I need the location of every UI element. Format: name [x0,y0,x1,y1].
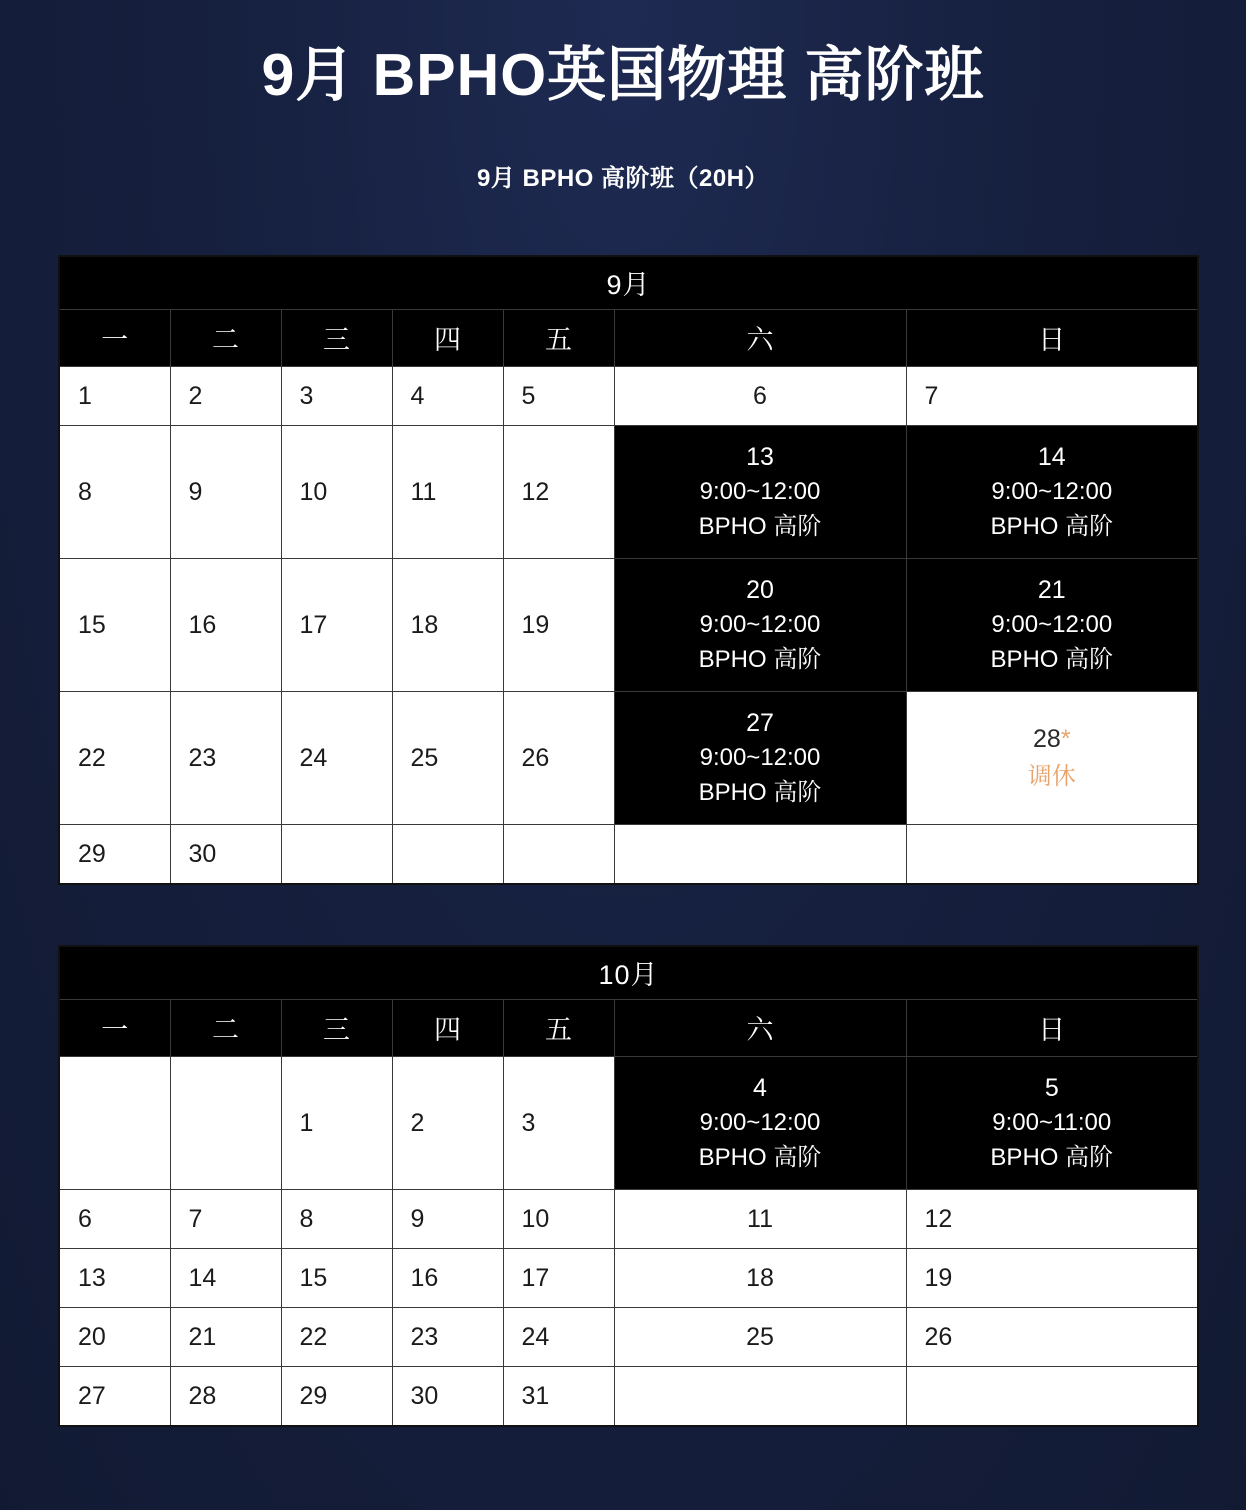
page-subtitle: 9月 BPHO 高阶班（20H） [476,164,770,192]
day-cell [503,1056,614,1189]
holiday-note: 调休 [1027,762,1076,790]
day-cell [392,691,503,824]
day-cell [392,1366,503,1426]
day-cell [281,366,392,425]
day-number: 6 [78,1204,92,1233]
day-number: 21 [1037,575,1066,604]
day-number: 18 [746,1263,774,1292]
day-number: 20 [746,575,774,604]
day-cell [59,366,170,425]
day-number: 24 [299,743,328,772]
day-number: 25 [410,743,439,772]
day-cell [614,366,906,425]
day-cell [59,1366,170,1426]
day-number: 8 [78,477,92,506]
day-cell-empty [392,824,503,884]
day-cell [503,1189,614,1248]
calendar-table [58,945,1199,1427]
calendar-september [58,255,1188,885]
day-number: 26 [521,743,550,772]
day-number: 19 [924,1263,953,1292]
day-cell [170,691,281,824]
day-number: 23 [410,1322,439,1351]
session-course: BPHO 高阶 [990,1143,1114,1171]
day-number: 7 [188,1204,203,1233]
session-time: 9:00~12:00 [699,744,821,772]
session-cell [614,425,906,558]
calendar-table [58,255,1199,885]
weekday-header-thu: 四 [392,999,503,1056]
day-number: 13 [78,1263,106,1292]
session-course: BPHO 高阶 [990,512,1114,540]
day-number: 3 [521,1108,536,1137]
page-title: 9月 BPHO英国物理 高阶班 [261,42,985,108]
day-cell-empty [281,824,392,884]
session-course: BPHO 高阶 [698,1143,822,1171]
day-number: 9 [188,477,203,506]
day-cell-empty [170,1056,281,1189]
weekday-header-mon: 一 [59,309,170,366]
day-number: 4 [753,1073,767,1102]
session-time: 9:00~12:00 [699,611,821,639]
day-cell-empty [614,824,906,884]
day-cell [503,558,614,691]
session-time: 9:00~11:00 [992,1109,1112,1137]
session-cell [614,558,906,691]
day-cell [170,1366,281,1426]
day-number: 7 [924,381,939,410]
day-cell-empty [906,1366,1198,1426]
day-number: 10 [521,1204,550,1233]
day-number: 4 [410,381,425,410]
day-number: 11 [410,477,437,506]
day-number: 12 [521,477,550,506]
asterisk-marker: * [1060,725,1071,754]
day-cell [503,1248,614,1307]
session-course: BPHO 高阶 [698,512,822,540]
day-cell [170,425,281,558]
day-number: 22 [78,743,106,772]
session-cell [906,425,1198,558]
month-title: 10月 [59,946,1198,1000]
calendar-week-row [59,1189,1198,1248]
day-number: 22 [299,1322,328,1351]
weekday-header-sun: 日 [906,999,1198,1056]
day-cell-empty [503,824,614,884]
day-number: 21 [188,1322,217,1351]
day-cell [906,1189,1198,1248]
day-cell [170,366,281,425]
day-number: 10 [299,477,328,506]
day-number: 18 [410,610,439,639]
weekday-header-wed: 三 [281,309,392,366]
day-cell [503,425,614,558]
day-number: 2 [410,1108,425,1137]
day-number: 20 [78,1322,106,1351]
day-cell [503,1366,614,1426]
day-number: 12 [924,1204,953,1233]
day-number: 28 [188,1381,217,1410]
day-cell [392,558,503,691]
day-cell [59,558,170,691]
session-cell [614,691,906,824]
day-number: 27 [78,1381,106,1410]
session-cell [614,1056,906,1189]
day-number: 5 [521,381,536,410]
day-number: 9 [410,1204,425,1233]
day-cell [906,366,1198,425]
calendar-week-row [59,691,1198,824]
day-cell [59,691,170,824]
calendar-week-row [59,824,1198,884]
weekday-header-thu: 四 [392,309,503,366]
weekday-header-sat: 六 [614,309,906,366]
weekday-header-mon: 一 [59,999,170,1056]
session-time: 9:00~12:00 [699,1109,821,1137]
day-number: 27 [746,708,774,737]
day-number: 13 [746,442,774,471]
day-cell [281,425,392,558]
day-cell [281,558,392,691]
day-cell [59,1307,170,1366]
day-number: 3 [299,381,314,410]
day-cell [906,1307,1198,1366]
day-cell [59,425,170,558]
day-cell [170,1248,281,1307]
weekday-header-tue: 二 [170,999,281,1056]
day-cell [281,1189,392,1248]
poster-header [0,0,1246,193]
day-cell [170,824,281,884]
day-cell [170,1189,281,1248]
day-number: 14 [1037,442,1066,471]
day-number: 15 [78,610,106,639]
day-cell [281,1056,392,1189]
day-number: 30 [188,839,217,868]
calendar-week-row [59,425,1198,558]
day-cell [614,1307,906,1366]
day-cell [392,1189,503,1248]
day-cell [392,1056,503,1189]
session-course: BPHO 高阶 [990,645,1114,673]
holiday-cell [906,691,1198,824]
day-cell [392,425,503,558]
day-number: 24 [521,1322,550,1351]
day-number: 25 [746,1322,774,1351]
day-number: 30 [410,1381,439,1410]
session-time: 9:00~12:00 [699,478,821,506]
day-number: 17 [299,610,328,639]
day-cell [59,824,170,884]
weekday-header-wed: 三 [281,999,392,1056]
weekday-header-sun: 日 [906,309,1198,366]
calendar-week-row [59,366,1198,425]
calendar-october [58,945,1188,1427]
calendar-week-row [59,1056,1198,1189]
day-number: 16 [188,610,217,639]
weekday-header-fri: 五 [503,999,614,1056]
day-cell [392,1307,503,1366]
day-cell [170,1307,281,1366]
day-number: 29 [299,1381,328,1410]
session-cell [906,1056,1198,1189]
session-time: 9:00~12:00 [991,611,1113,639]
weekday-header-fri: 五 [503,309,614,366]
session-cell [906,558,1198,691]
session-course: BPHO 高阶 [698,645,822,673]
day-cell [392,366,503,425]
day-cell [503,691,614,824]
day-cell [906,1248,1198,1307]
day-number: 26 [924,1322,953,1351]
day-number: 2 [188,381,203,410]
day-cell-empty [614,1366,906,1426]
day-cell-empty [59,1056,170,1189]
day-cell [59,1248,170,1307]
day-number: 1 [78,381,92,410]
day-number: 17 [521,1263,550,1292]
day-cell [281,1248,392,1307]
day-cell [281,1307,392,1366]
day-number: 8 [299,1204,314,1233]
day-cell [170,558,281,691]
calendar-week-row [59,1366,1198,1426]
day-number: 15 [299,1263,328,1292]
day-number [907,721,1198,759]
day-number: 5 [1044,1073,1059,1102]
session-course: BPHO 高阶 [698,778,822,806]
day-number: 23 [188,743,217,772]
calendar-week-row [59,1307,1198,1366]
day-number: 31 [521,1381,550,1410]
day-cell [392,1248,503,1307]
day-number: 6 [753,381,767,410]
day-cell [614,1189,906,1248]
session-time: 9:00~12:00 [991,478,1113,506]
day-number: 16 [410,1263,439,1292]
day-cell [503,1307,614,1366]
day-cell [281,1366,392,1426]
day-cell [503,366,614,425]
day-cell [614,1248,906,1307]
day-number: 1 [299,1108,314,1137]
day-number: 11 [747,1204,773,1233]
day-number: 29 [78,839,106,868]
day-number: 19 [521,610,550,639]
weekday-header-sat: 六 [614,999,906,1056]
day-cell-empty [906,824,1198,884]
day-cell [281,691,392,824]
day-cell [59,1189,170,1248]
weekday-header-tue: 二 [170,309,281,366]
day-number: 14 [188,1263,217,1292]
month-title: 9月 [59,256,1198,310]
calendar-week-row [59,1248,1198,1307]
day-number-text: 28 [1033,725,1061,754]
calendar-week-row [59,558,1198,691]
